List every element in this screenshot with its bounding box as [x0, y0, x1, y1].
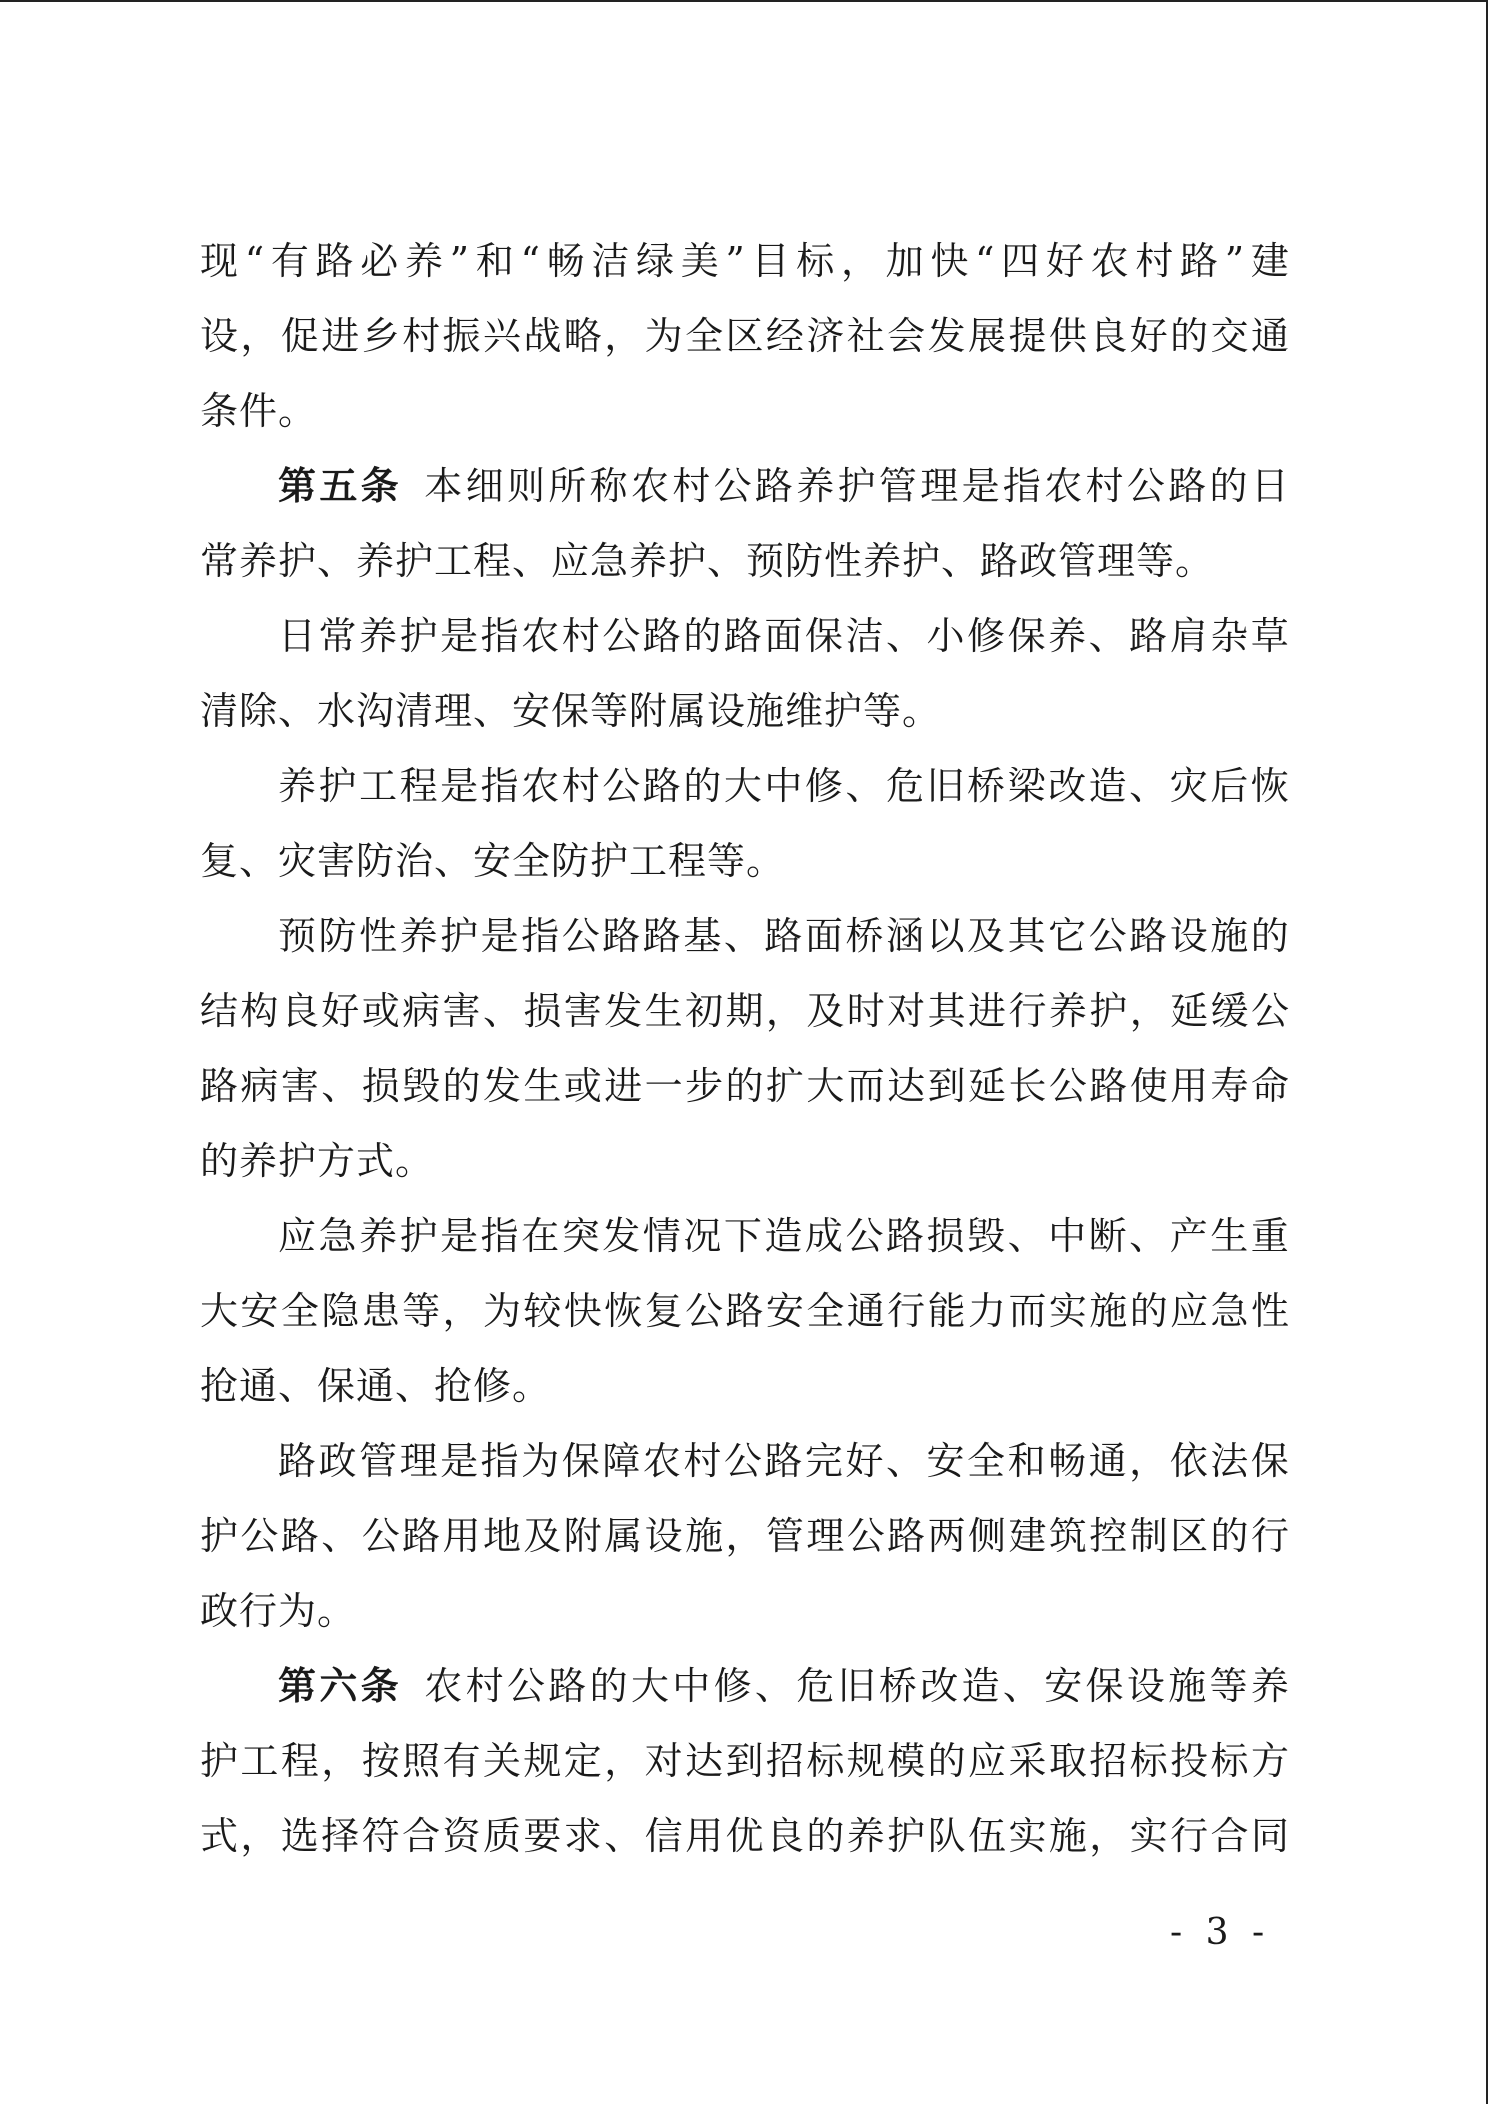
- text-line: [200, 524, 1290, 599]
- line-text: 政行为。: [200, 1589, 357, 1633]
- body-text: [200, 224, 1290, 1874]
- text-line: 护 工 程 ， 按 照 有 关 规 定 ， 对 达 到 招 标 规 模 的 应 采 取 招 标 投 标 方: [200, 1739, 1290, 1783]
- text-line: 护 公 路 、 公 路 用 地 及 附 属 设 施 ， 管 理 公 路 两 侧 建 筑 控 制 区 的 行: [200, 1514, 1290, 1558]
- text-line: [200, 1124, 1290, 1199]
- text-line: 大 安 全 隐 患 等 ， 为 较 快 恢 复 公 路 安 全 通 行 能 力 而 实 施 的 应 急 性: [200, 1289, 1290, 1333]
- text-line: 应 急 养 护 是 指 在 突 发 情 况 下 造 成 公 路 损 毁 、 中 断 、 产 生 重: [278, 1214, 1290, 1258]
- line-text: 的养护方式。: [200, 1139, 435, 1183]
- line-text: 常养护、养护工程、应急养护、预防性养护、路政管理等。: [200, 539, 1215, 583]
- text-line: 第 五 条 本 细 则 所 称 农 村 公 路 养 护 管 理 是 指 农 村 公 路 的 日: [278, 464, 1290, 508]
- text-line: 日 常 养 护 是 指 农 村 公 路 的 路 面 保 洁 、 小 修 保 养 、 路 肩 杂 草: [278, 614, 1290, 658]
- text-line: [200, 824, 1290, 899]
- text-line: [200, 374, 1290, 449]
- text-line: [200, 1349, 1290, 1424]
- text-line: [200, 1574, 1290, 1649]
- text-line: 结 构 良 好 或 病 害 、 损 害 发 生 初 期 ， 及 时 对 其 进 行 养 护 ， 延 缓 公: [200, 989, 1290, 1033]
- page-number: - 3 -: [1170, 1912, 1271, 1953]
- text-line: 养 护 工 程 是 指 农 村 公 路 的 大 中 修 、 危 旧 桥 梁 改 造 、 灾 后 恢: [278, 764, 1290, 808]
- text-line: 路 政 管 理 是 指 为 保 障 农 村 公 路 完 好 、 安 全 和 畅 通 ， 依 法 保: [278, 1439, 1290, 1483]
- line-text: 抢通、保通、抢修。: [200, 1364, 552, 1408]
- line-text: 复、灾害防治、安全防护工程等。: [200, 839, 786, 883]
- text-line: 式 ， 选 择 符 合 资 质 要 求 、 信 用 优 良 的 养 护 队 伍 实 施 ， 实 行 合 同: [200, 1814, 1290, 1858]
- line-text: 清除、水沟清理、安保等附属设施维护等。: [200, 689, 942, 733]
- text-line: 第 六 条 农 村 公 路 的 大 中 修 、 危 旧 桥 改 造 、 安 保 设 施 等 养: [278, 1664, 1290, 1708]
- text-line: 预 防 性 养 护 是 指 公 路 路 基 、 路 面 桥 涵 以 及 其 它 公 路 设 施 的: [278, 914, 1290, 958]
- line-text: 条件。: [200, 389, 318, 433]
- text-line: 路 病 害 、 损 毁 的 发 生 或 进 一 步 的 扩 大 而 达 到 延 长 公 路 使 用 寿 命: [200, 1064, 1290, 1108]
- text-line: 设 ， 促 进 乡 村 振 兴 战 略 ， 为 全 区 经 济 社 会 发 展 提 供 良 好 的 交 通: [200, 314, 1290, 358]
- text-line: [200, 674, 1290, 749]
- text-line: 现 “ 有 路 必 养 ” 和 “ 畅 洁 绿 美 ” 目 标 ， 加 快 “ 四 好 农 村 路 ” 建: [200, 239, 1290, 283]
